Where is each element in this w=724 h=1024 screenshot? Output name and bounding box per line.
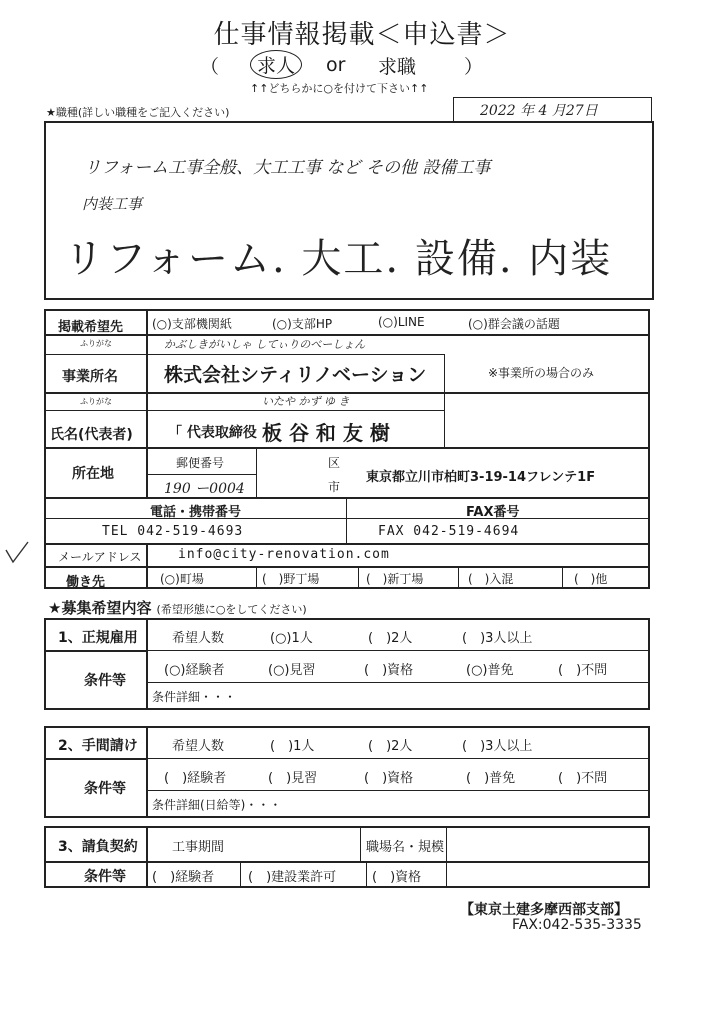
selection-hint: ↑↑どちらかに○を付けて下さい↑↑ — [250, 82, 429, 95]
media-option-hp[interactable]: (○)支部HP — [272, 317, 333, 331]
sec2-cond-label: 条件等 — [84, 781, 126, 797]
sec2-count-1[interactable]: ( )1人 — [270, 739, 315, 754]
occupation-box[interactable] — [44, 121, 654, 300]
postal-code[interactable]: 190 ー0004 — [164, 481, 245, 497]
occupation-line-2: 内装工事 — [82, 195, 143, 213]
workplace-option-nochoba[interactable]: ( )野丁場 — [262, 572, 320, 586]
sec1-cond-label: 条件等 — [84, 673, 126, 689]
shi-label: 市 — [328, 480, 341, 494]
workplace-option-other[interactable]: ( )他 — [574, 572, 608, 586]
rep-furigana-label: ふりがな — [80, 397, 112, 406]
or-label: or — [326, 54, 346, 76]
ku-label: 区 — [328, 456, 341, 470]
sec2-cond-apprentice[interactable]: ( )見習 — [268, 771, 318, 786]
occupation-label: ★職種(詳しい職種をご記入ください) — [46, 106, 230, 119]
date-value: 2022 年 4 月27日 — [480, 103, 598, 119]
company-name[interactable]: 株式会社シティリノベーション — [164, 364, 427, 386]
footer-org: 【東京土建多摩西部支部】 — [460, 902, 628, 918]
company-furigana[interactable]: かぶしきがいしゃ してぃりのべーしょん — [164, 338, 366, 351]
sec2-count-3[interactable]: ( )3人以上 — [462, 739, 533, 754]
phone-value[interactable]: TEL 042-519-4693 — [102, 524, 244, 539]
sec1-cond-apprentice[interactable]: (○)見習 — [268, 663, 316, 678]
workplace-option-iriconsu[interactable]: ( )入混 — [468, 572, 514, 586]
sec3-cond-experienced[interactable]: ( )経験者 — [152, 870, 215, 885]
recruit-heading-note: (希望形態に○をしてください) — [156, 603, 307, 616]
sec3-label: 3、請負契約 — [58, 839, 138, 855]
option-kyushoku[interactable]: 求職 — [378, 56, 417, 78]
media-option-bulletin[interactable]: (○)支部機関紙 — [152, 317, 232, 331]
workplace-option-machiba[interactable]: (○)町場 — [160, 572, 204, 586]
media-option-line[interactable]: (○)LINE — [378, 315, 425, 329]
sec1-count-2[interactable]: ( )2人 — [368, 631, 413, 646]
sec1-cond-experienced[interactable]: (○)経験者 — [164, 663, 225, 678]
sec3-cond-label: 条件等 — [84, 869, 126, 885]
fax-label: FAX番号 — [466, 505, 520, 520]
sec3-period-label: 工事期間 — [172, 840, 225, 855]
workplace-option-shinchoba[interactable]: ( )新丁場 — [366, 572, 424, 586]
company-furigana-label: ふりがな — [80, 339, 112, 348]
sec2-cond-license[interactable]: ( )資格 — [364, 771, 414, 786]
address-label: 所在地 — [72, 466, 114, 482]
sec3-cond-permit[interactable]: ( )建設業許可 — [248, 870, 337, 885]
postal-label: 郵便番号 — [176, 456, 225, 470]
sec2-detail[interactable]: 条件詳細(日給等)・・・ — [152, 798, 282, 812]
sec2-count-2[interactable]: ( )2人 — [368, 739, 413, 754]
rep-furigana[interactable]: いたや かず ゆ き — [262, 395, 350, 408]
company-note: ※事業所の場合のみ — [488, 366, 595, 380]
sec3-site-label: 職場名・規模 — [366, 840, 445, 855]
workplace-label: 働き先 — [66, 575, 106, 590]
recruit-heading — [48, 597, 307, 618]
option-kyujin-circled[interactable]: 求人 — [250, 50, 302, 79]
close-paren: ） — [464, 56, 484, 78]
sec1-cond-license[interactable]: ( )資格 — [364, 663, 414, 678]
address-value[interactable]: 東京都立川市柏町3-19-14フレンテ1F — [366, 470, 596, 485]
open-paren: （ — [200, 56, 220, 78]
phone-label: 電話・携帯番号 — [150, 505, 242, 520]
fax-value[interactable]: FAX 042-519-4694 — [378, 524, 520, 539]
rep-name[interactable]: 板 谷 和 友 樹 — [262, 421, 390, 445]
company-label: 事業所名 — [62, 369, 118, 385]
sec1-cond-driving[interactable]: (○)普免 — [466, 663, 514, 678]
email-label: メールアドレス — [58, 550, 142, 564]
rep-label: 氏名(代表者) — [50, 427, 133, 443]
media-label: 掲載希望先 — [58, 320, 124, 335]
recruit-heading-title: ★募集希望内容 — [48, 599, 152, 617]
footer-fax: FAX:042-535-3335 — [512, 917, 642, 933]
occupation-line-3: リフォーム. 大工. 設備. 内装 — [64, 236, 613, 282]
sec2-label: 2、手間請け — [58, 738, 138, 754]
rep-title[interactable]: 「 代表取締役 — [168, 425, 257, 441]
sec2-cond-driving[interactable]: ( )普免 — [466, 771, 516, 786]
occupation-line-1: リフォーム工事全般、大工工事 など その他 設備工事 — [84, 158, 491, 178]
sec1-detail[interactable]: 条件詳細・・・ — [152, 690, 237, 704]
sec1-label: 1、正規雇用 — [58, 630, 138, 646]
check-mark-icon — [2, 538, 32, 568]
sec2-count-label: 希望人数 — [172, 739, 225, 754]
sec2-cond-any[interactable]: ( )不問 — [558, 771, 608, 786]
email-value[interactable]: info@city-renovation.com — [178, 547, 390, 562]
media-option-meeting[interactable]: (○)群会議の話題 — [468, 317, 560, 331]
sec1-cond-any[interactable]: ( )不問 — [558, 663, 608, 678]
sec1-count-3[interactable]: ( )3人以上 — [462, 631, 533, 646]
form-title: 仕事情報掲載＜申込書＞ — [213, 20, 511, 50]
sec1-count-label: 希望人数 — [172, 631, 225, 646]
sec1-count-1[interactable]: (○)1人 — [270, 631, 313, 646]
date-field[interactable] — [453, 97, 652, 123]
sec2-cond-experienced[interactable]: ( )経験者 — [164, 771, 227, 786]
sec3-cond-license[interactable]: ( )資格 — [372, 870, 422, 885]
